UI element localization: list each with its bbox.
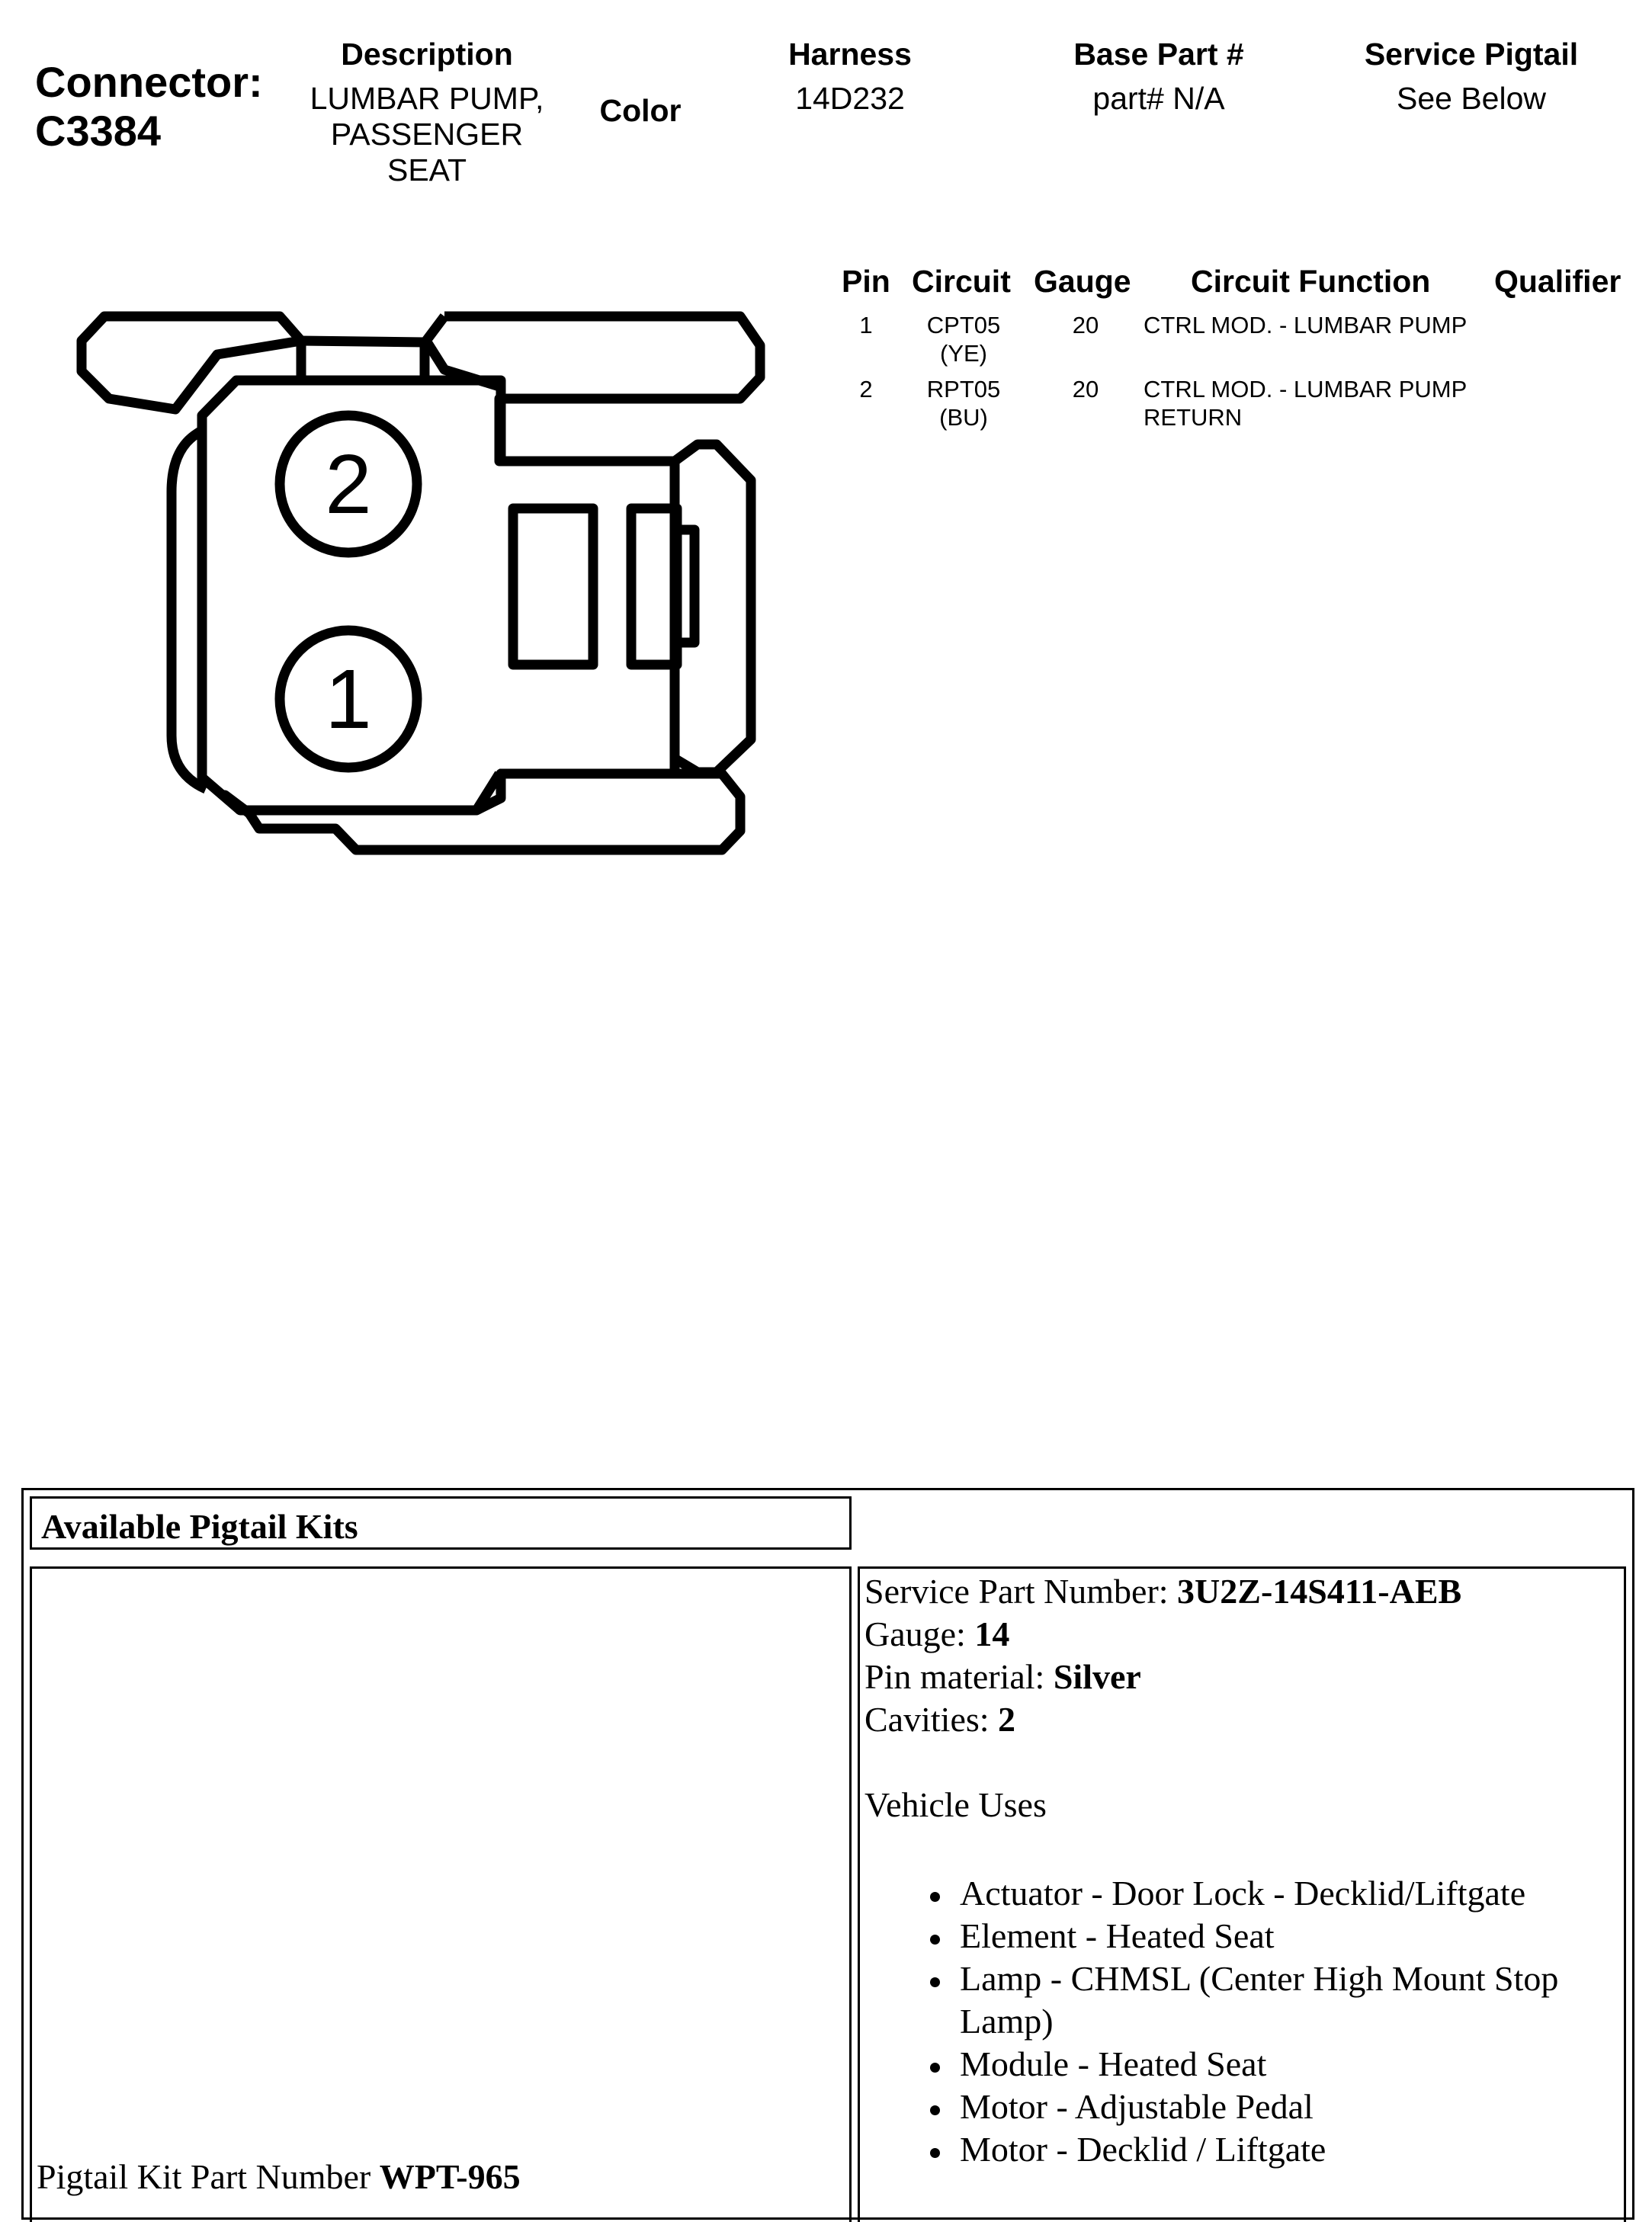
base-part-value: part# N/A	[1092, 81, 1225, 116]
service-part-value: 3U2Z-14S411-AEB	[1177, 1572, 1462, 1611]
list-item: Module - Heated Seat	[864, 2043, 1619, 2086]
pin-column-header: Pin	[842, 264, 890, 299]
pin-material-line	[864, 1656, 1619, 1698]
list-item: Element - Heated Seat	[864, 1915, 1619, 1957]
main-body	[202, 380, 675, 810]
circuit-function-cell	[1144, 311, 1467, 339]
circuit-cell	[904, 311, 1023, 367]
list-item: Motor - Decklid / Liftgate	[864, 2128, 1619, 2171]
pin-number: 2	[859, 376, 873, 402]
vehicle-uses-heading: Vehicle Uses	[864, 1785, 1047, 1824]
list-item: Lamp - CHMSL (Center High Mount Stop Lamp)	[864, 1957, 1619, 2043]
description-line: SEAT	[387, 152, 467, 188]
description-line: PASSENGER	[330, 117, 524, 152]
harness-value: 14D232	[795, 81, 905, 116]
pigtail-title-cell	[30, 1496, 852, 1550]
gauge-label: Gauge:	[864, 1614, 966, 1653]
gauge-cell: 20	[1072, 376, 1099, 402]
description-value	[290, 81, 564, 188]
qualifier-column-header: Qualifier	[1494, 264, 1622, 299]
gauge-cell: 20	[1072, 312, 1099, 338]
key-slot-tab	[676, 530, 694, 643]
circuit-function-cell	[1144, 375, 1467, 431]
cavities-line	[864, 1698, 1619, 1741]
circuit-cell	[904, 375, 1023, 431]
cavities-label: Cavities:	[864, 1700, 990, 1739]
top-bridge-cap	[301, 341, 425, 342]
function-line: CTRL MOD. - LUMBAR PUMP	[1144, 376, 1468, 402]
list-item: Actuator - Door Lock - Decklid/Liftgate	[864, 1872, 1619, 1915]
circuit-id: RPT05	[926, 376, 1001, 402]
color-header: Color	[599, 93, 682, 128]
description-header: Description	[341, 37, 513, 72]
function-line: RETURN	[1144, 404, 1243, 431]
circuit-function-column-header: Circuit Function	[1191, 264, 1431, 299]
service-pigtail-header: Service Pigtail	[1364, 37, 1579, 72]
wire-color: (BU)	[939, 404, 988, 431]
connector-id: C3384	[35, 107, 162, 155]
service-pigtail-value: See Below	[1396, 81, 1546, 116]
gauge-line	[864, 1613, 1619, 1656]
pigtail-details-cell	[858, 1566, 1626, 2222]
gauge-column-header: Gauge	[1034, 264, 1131, 299]
pigtail-details	[864, 1570, 1619, 2171]
right-end-cap	[675, 444, 751, 772]
cavities-value: 2	[998, 1700, 1016, 1739]
pigtail-kit-line	[37, 2156, 521, 2198]
connector-label: Connector:	[35, 58, 263, 106]
pigtail-title: Available Pigtail Kits	[41, 1507, 358, 1546]
connector-face-diagram	[72, 301, 774, 896]
gauge-value: 14	[974, 1614, 1010, 1653]
description-line: LUMBAR PUMP,	[310, 81, 544, 116]
circuit-id: CPT05	[926, 312, 1001, 338]
circuit-column-header: Circuit	[912, 264, 1011, 299]
list-item: Motor - Adjustable Pedal	[864, 2086, 1619, 2128]
kit-part-label: Pigtail Kit Part Number	[37, 2157, 371, 2196]
cavity-2-label: 2	[325, 438, 372, 531]
kit-part-number: WPT-965	[379, 2157, 521, 2196]
top-left-latch	[82, 316, 301, 409]
pin-number: 1	[859, 312, 873, 338]
cavity-1-label: 1	[325, 652, 372, 746]
pin-material-label: Pin material:	[864, 1657, 1045, 1696]
key-slot-left	[513, 508, 593, 665]
connector-title	[35, 58, 263, 156]
function-line: CTRL MOD. - LUMBAR PUMP	[1144, 312, 1468, 338]
wire-color: (YE)	[940, 340, 987, 367]
pin-material-value: Silver	[1053, 1657, 1141, 1696]
service-part-label: Service Part Number:	[864, 1572, 1169, 1611]
harness-header: Harness	[788, 37, 912, 72]
pigtail-kit-cell	[30, 1566, 852, 2222]
pigtail-kits-table	[21, 1488, 1634, 2220]
service-part-line	[864, 1570, 1619, 1613]
vehicle-uses-list	[864, 1872, 1619, 2171]
base-part-header: Base Part #	[1073, 37, 1244, 72]
